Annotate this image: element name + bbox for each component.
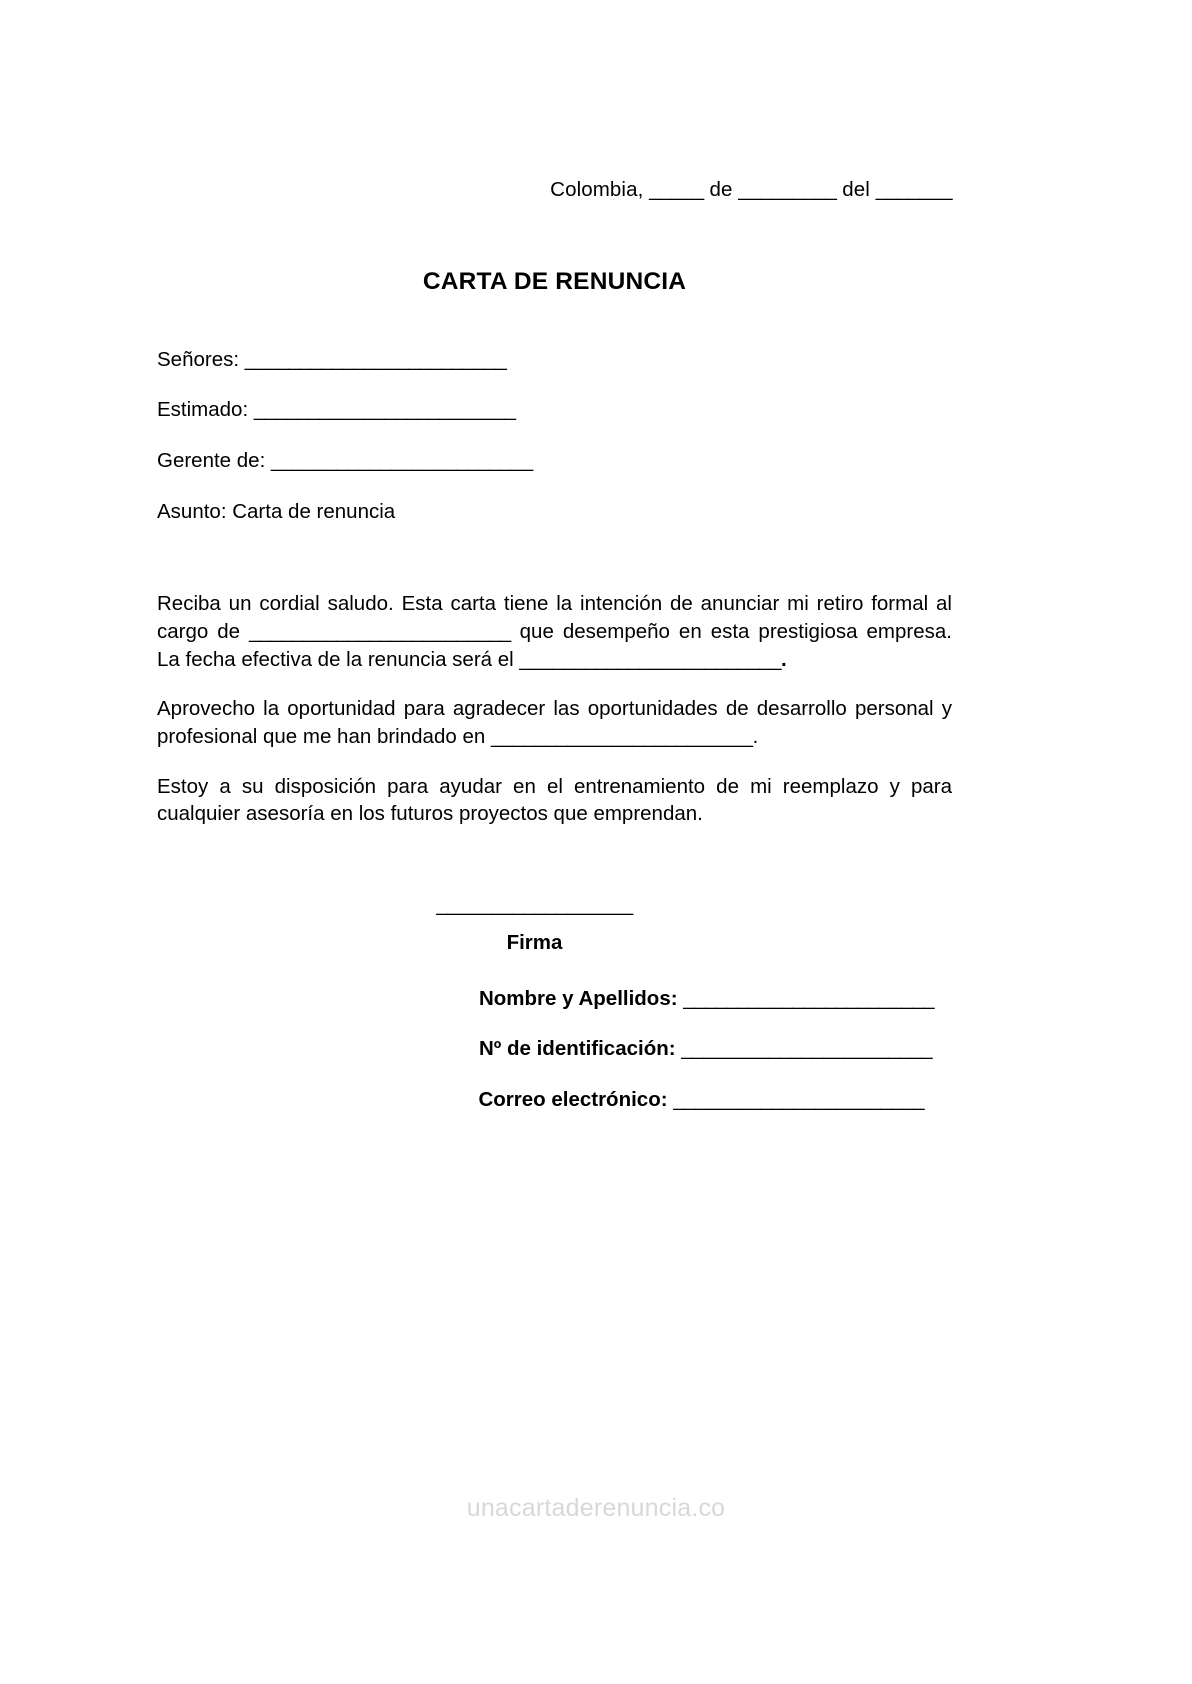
date-day-blank[interactable]: _____ [649, 178, 704, 201]
paragraph-2-text-2: . [752, 725, 759, 749]
field-label-senores: Señores: [157, 347, 240, 371]
paragraph-1-text-3: . [781, 647, 787, 671]
date-connector-de: de [709, 178, 733, 201]
footer-watermark: unacartaderenuncia.co [466, 1494, 726, 1522]
field-row-estimado [157, 396, 952, 425]
date-month-blank[interactable]: _________ [738, 178, 837, 201]
signature-label-correo: Correo electrónico: [478, 1088, 668, 1112]
field-blank-estimado[interactable]: ________________________ [253, 398, 516, 422]
field-label-asunto: Asunto: Carta de renuncia [157, 499, 396, 523]
signature-label-nombre: Nombre y Apellidos: [478, 986, 678, 1010]
field-label-gerente-de: Gerente de: [157, 449, 266, 473]
field-row-gerente-de [157, 447, 952, 476]
paragraph-1-text-2: que desempeño en esta prestigiosa empresa. La fecha efectiva de la renuncia será el [157, 620, 952, 671]
signature-line[interactable]: __________________ [436, 893, 633, 917]
field-blank-gerente-de[interactable]: ________________________ [270, 449, 533, 473]
paragraph-2 [157, 695, 952, 750]
signature-blank-identificacion[interactable]: _______________________ [681, 1037, 932, 1061]
paragraph-1-blank-fecha[interactable]: ________________________ [519, 647, 782, 671]
signature-blank-nombre[interactable]: _______________________ [683, 986, 934, 1010]
signature-field-row-identificacion [157, 1035, 952, 1064]
field-label-estimado: Estimado: [157, 398, 249, 422]
header-fields [157, 346, 952, 527]
signature-label-identificacion: Nº de identificación: [479, 1037, 676, 1061]
signature-field-row-nombre [157, 985, 952, 1014]
signature-block [157, 894, 952, 1115]
date-city-label: Colombia, [550, 178, 644, 201]
date-line [157, 176, 952, 204]
field-blank-senores[interactable]: ________________________ [244, 347, 507, 371]
date-connector-del: del [842, 178, 870, 201]
page-title: CARTA DE RENUNCIA [422, 267, 687, 295]
paragraph-1-text-1: Reciba un cordial saludo. Esta carta tiene la intención de anunciar mi retiro formal al cargo de [157, 592, 952, 644]
paragraph-2-blank-empresa[interactable]: ________________________ [490, 725, 753, 749]
date-year-blank[interactable]: _______ [875, 178, 952, 201]
field-row-senores [157, 346, 952, 375]
paragraph-2-text-1: Aprovecho la oportunidad para agradecer las oportunidades de desarrollo personal y profesional que me han brindado en [157, 697, 952, 749]
signature-field-row-correo [157, 1086, 952, 1115]
signature-fields [157, 985, 952, 1115]
document-content [157, 0, 952, 1137]
field-row-asunto [157, 498, 952, 527]
paragraph-1-blank-cargo[interactable]: ________________________ [249, 620, 511, 644]
paragraph-3: Estoy a su disposición para ayudar en el entrenamiento de mi reemplazo y para cualquier asesoría en los futuros proyectos que emprendan. [157, 774, 952, 826]
signature-blank-correo[interactable]: _______________________ [673, 1088, 924, 1112]
body-block [157, 590, 952, 828]
signature-label-firma: Firma [506, 930, 563, 954]
paragraph-1 [157, 590, 952, 673]
